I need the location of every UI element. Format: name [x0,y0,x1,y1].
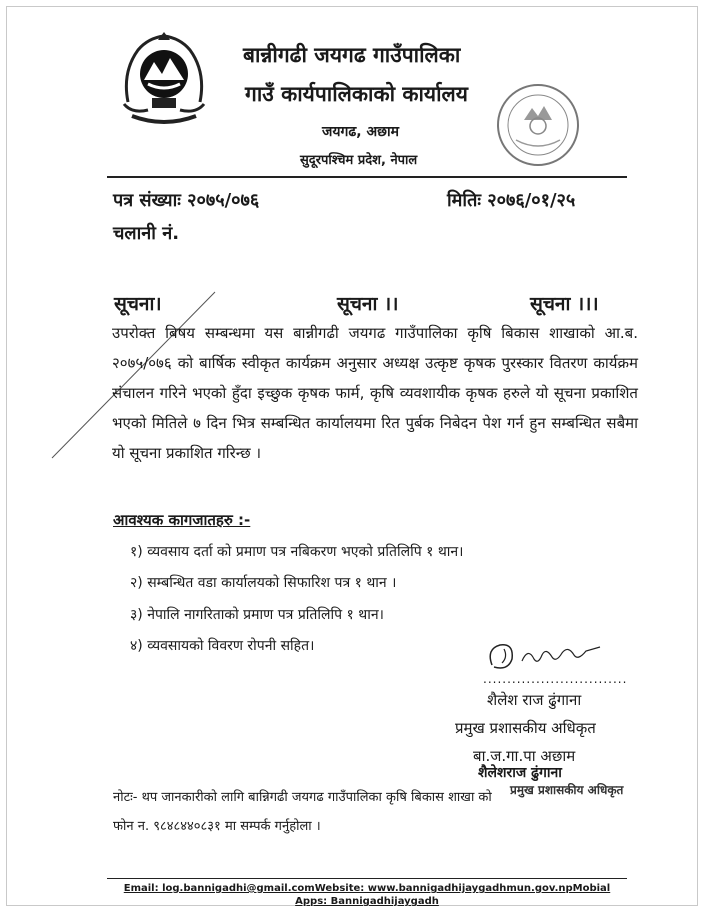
reference-number: पत्र संख्याः २०७५/०७६ [113,190,260,211]
signatory-designation: प्रमुख प्रशासकीय अधिकृत [455,719,596,737]
dispatch-number: चलानी नं. [113,223,180,244]
office-address: जयगढ, अछाम [322,124,399,140]
requirement-item: ३) नेपालि नागरिताको प्रमाण पत्र प्रतिलिपि १ थान। [130,607,384,623]
stamp-name: शैलेशराज ढुंगाना [478,765,562,781]
footer-contact: Email: log.bannigadhi@gmail.comWebsite: www.bannigadhijaygadhmun.gov.npMobial Apps: Bannigadhijaygadh [123,883,611,907]
requirement-item: १) व्यवसाय दर्ता को प्रमाण पत्र नबिकरण भएको प्रतिलिपि १ थान। [130,544,464,560]
notice-body: उपरोक्त बिषय सम्बन्धमा यस बान्नीगढी जयगढ गाउँपालिका कृषि बिकास शाखाको आ.ब. २०७५/०७६ को बार्षिक स्वीकृत कार्यक्रम अनुसार अध्यक्ष उत्कृष्ट कृषक पुरस्कार वितरण कार्यक्रम संचालन गरिने भएको हुँदा इच्छुक कृषक फार्म, कृषि व्यवशायीक कृषक हरुले यो सूचना प्रकाशित भएको मितिले ७ दिन भित्र सम्बन्धित कार्यालयमा रित पुर्बक निबेदन पेश गर्न हुन सम्बन्धित सबैमा यो सूचना प्रकाशित गरिन्छ । [112,324,638,462]
requirements-title: आवश्यक कागजातहरु :- [113,511,251,529]
signatory-office: बा.ज.गा.पा अछाम [473,747,576,765]
office-province: सुदूरपश्चिम प्रदेश, नेपाल [300,153,418,168]
note-line-2: फोन न. ९८४८४४०८३१ मा सम्पर्क गर्नुहोला । [113,819,321,834]
requirement-item: ४) व्यवसायको विवरण रोपनी सहित। [130,638,315,654]
stamp-designation: प्रमुख प्रशासकीय अधिकृत [510,783,624,797]
requirement-item: २) सम्बन्धित वडा कार्यालयको सिफारिश पत्र १ थान । [130,575,397,591]
note-line-1: नोटः- थप जानकारीको लागि बान्निगढी जयगढ गाउँपालिका कृषि बिकास शाखा को [113,790,492,805]
footer-divider [107,878,627,879]
signature-line: .............................. [483,672,628,686]
notice-title-2: सूचना ।। [337,293,399,315]
notice-title-3: सूचना ।।। [530,293,599,315]
letter-date: मितिः २०७६/०१/२५ [447,190,576,211]
notice-title-1: सूचना। [114,293,162,315]
office-subtitle: गाउँ कार्यपालिकाको कार्यालय [245,82,468,106]
signatory-name: शैलेश राज ढुंगाना [487,691,582,709]
office-title: बान्नीगढी जयगढ गाउँपालिका [243,43,461,67]
